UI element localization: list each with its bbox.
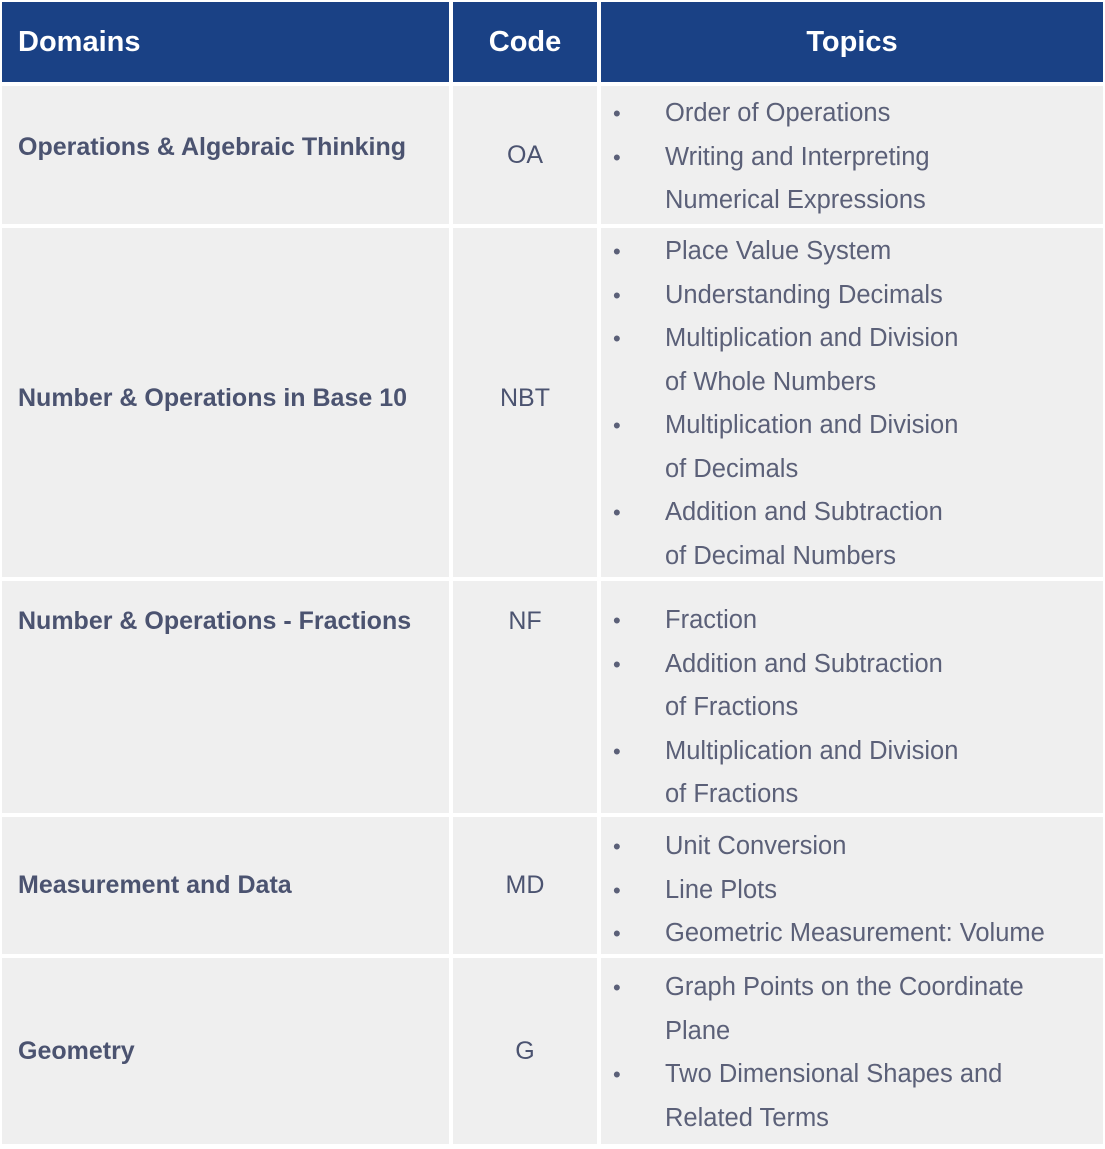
- topic-text: Writing and Interpreting: [665, 142, 930, 171]
- topic-text: Two Dimensional Shapes and: [665, 1060, 1003, 1088]
- topic-item: [601, 92, 1103, 136]
- bullet-icon: •: [613, 877, 621, 903]
- topic-text: Addition and Subtraction: [665, 498, 943, 526]
- code-cell: NBT: [453, 228, 601, 581]
- domain-cell: Measurement and Data: [2, 817, 453, 958]
- bullet-icon: •: [613, 651, 621, 677]
- topic-text-cont: of Whole Numbers: [665, 367, 877, 396]
- topic-item: [601, 825, 1103, 869]
- topic-item: [601, 869, 1103, 913]
- topics-cell: [601, 581, 1103, 817]
- topic-item: [601, 1053, 1103, 1140]
- topic-item: [601, 136, 1103, 223]
- topic-text: Addition and Subtraction: [665, 649, 943, 678]
- domain-cell: Geometry: [2, 958, 453, 1148]
- topic-text-cont: Related Terms: [665, 1103, 829, 1132]
- domains-table: [2, 2, 1103, 1148]
- bullet-icon: •: [613, 282, 621, 308]
- topic-text: Graph Points on the Coordinate: [665, 973, 1024, 1001]
- bullet-icon: •: [613, 239, 621, 264]
- domain-cell: Number & Operations - Fractions: [2, 581, 453, 817]
- header-domains: Domains: [2, 2, 453, 86]
- topic-text: Fraction: [665, 606, 758, 634]
- topic-item: [601, 404, 1103, 491]
- topic-item: [601, 599, 1103, 643]
- bullet-icon: •: [613, 326, 621, 351]
- bullet-icon: •: [613, 144, 621, 170]
- code-cell: OA: [453, 86, 601, 228]
- topic-item: [601, 230, 1103, 274]
- bullet-icon: •: [613, 921, 621, 946]
- bullet-icon: •: [613, 413, 621, 438]
- topic-text: Multiplication and Division: [665, 736, 959, 765]
- topic-text: Multiplication and Division: [665, 324, 959, 352]
- table-row: [2, 581, 1103, 817]
- topic-text: Place Value System: [665, 237, 892, 265]
- topics-cell: [601, 817, 1103, 958]
- topic-text: Order of Operations: [665, 99, 891, 127]
- topic-text: Unit Conversion: [665, 832, 847, 860]
- topic-text-cont: Plane: [665, 1016, 731, 1045]
- bullet-icon: •: [613, 738, 621, 764]
- code-cell: MD: [453, 817, 601, 958]
- topics-cell: [601, 958, 1103, 1148]
- topic-item: [601, 730, 1103, 817]
- bullet-icon: •: [613, 101, 621, 126]
- topic-item: [601, 274, 1103, 318]
- topic-text-cont: Numerical Expressions: [665, 186, 926, 214]
- topic-item: [601, 966, 1103, 1053]
- topic-text-cont: of Decimals: [665, 454, 799, 483]
- bullet-icon: •: [613, 608, 621, 633]
- header-topics: Topics: [601, 2, 1103, 86]
- topic-item: [601, 491, 1103, 578]
- topic-text-cont: of Fractions: [665, 693, 799, 721]
- topic-text: Geometric Measurement: Volume: [665, 919, 1045, 947]
- table-row: [2, 86, 1103, 228]
- bullet-icon: •: [613, 1062, 621, 1087]
- topic-item: [601, 317, 1103, 404]
- topic-item: [601, 643, 1103, 730]
- topics-cell: [601, 228, 1103, 581]
- code-cell: G: [453, 958, 601, 1148]
- bullet-icon: •: [613, 500, 621, 525]
- bullet-icon: •: [613, 834, 621, 859]
- table-row: [2, 958, 1103, 1148]
- header-code: Code: [453, 2, 601, 86]
- bullet-icon: •: [613, 975, 621, 1000]
- topics-cell: [601, 86, 1103, 228]
- table-row: [2, 228, 1103, 581]
- topic-text: Understanding Decimals: [665, 280, 943, 309]
- domain-cell: Operations & Algebraic Thinking: [2, 86, 453, 228]
- topic-text-cont: of Fractions: [665, 780, 799, 808]
- table-row: [2, 817, 1103, 958]
- table-header-row: [2, 2, 1103, 86]
- domain-cell: Number & Operations in Base 10: [2, 228, 453, 581]
- code-cell: NF: [453, 581, 601, 817]
- topic-text: Multiplication and Division: [665, 411, 959, 439]
- topic-text: Line Plots: [665, 875, 777, 904]
- topic-text-cont: of Decimal Numbers: [665, 541, 896, 570]
- topic-item: [601, 912, 1103, 956]
